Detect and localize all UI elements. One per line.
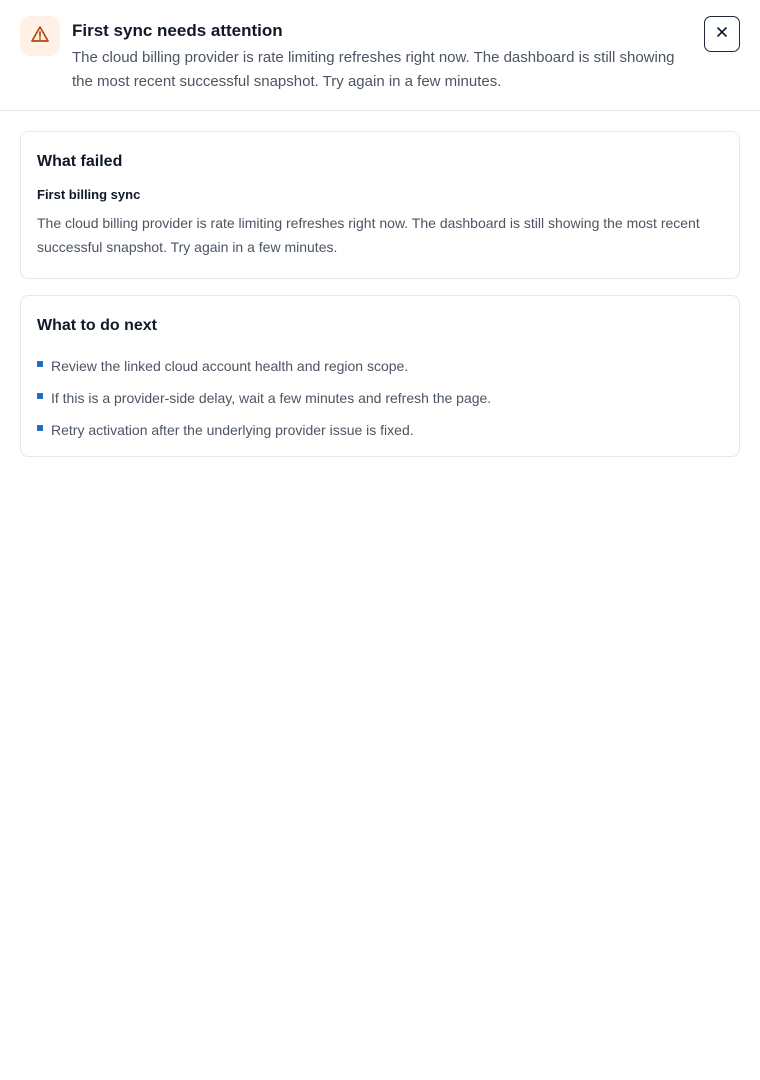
bullet-icon xyxy=(37,361,43,367)
what-next-card xyxy=(20,295,740,457)
list-item xyxy=(37,414,723,446)
step-text: If this is a provider-side delay, wait a few minutes and refresh the page. xyxy=(51,390,492,406)
what-failed-title: What failed xyxy=(37,153,123,170)
alert-title: First sync needs attention xyxy=(72,21,283,40)
bullet-icon xyxy=(37,393,43,399)
next-steps-list xyxy=(37,350,723,446)
alert-header xyxy=(0,0,760,111)
failed-item-text: The cloud billing provider is rate limiting refreshes right now. The dashboard is still showing the most recent successful snapshot. Try again in a few minutes. xyxy=(37,215,700,255)
list-item xyxy=(37,350,723,382)
close-icon xyxy=(716,25,728,43)
list-item xyxy=(37,382,723,414)
what-next-title: What to do next xyxy=(37,317,157,334)
warning-badge xyxy=(20,16,60,56)
close-button[interactable] xyxy=(704,16,740,52)
what-failed-card xyxy=(20,131,740,279)
alert-description: The cloud billing provider is rate limiting refreshes right now. The dashboard is still showing the most recent successful snapshot. Try again in a few minutes. xyxy=(72,49,675,90)
main-content xyxy=(0,111,760,457)
failed-item-title: First billing sync xyxy=(37,187,141,202)
bullet-icon xyxy=(37,425,43,431)
step-text: Review the linked cloud account health and region scope. xyxy=(51,358,409,374)
step-text: Retry activation after the underlying provider issue is fixed. xyxy=(51,422,414,438)
warning-triangle-icon xyxy=(30,24,50,49)
